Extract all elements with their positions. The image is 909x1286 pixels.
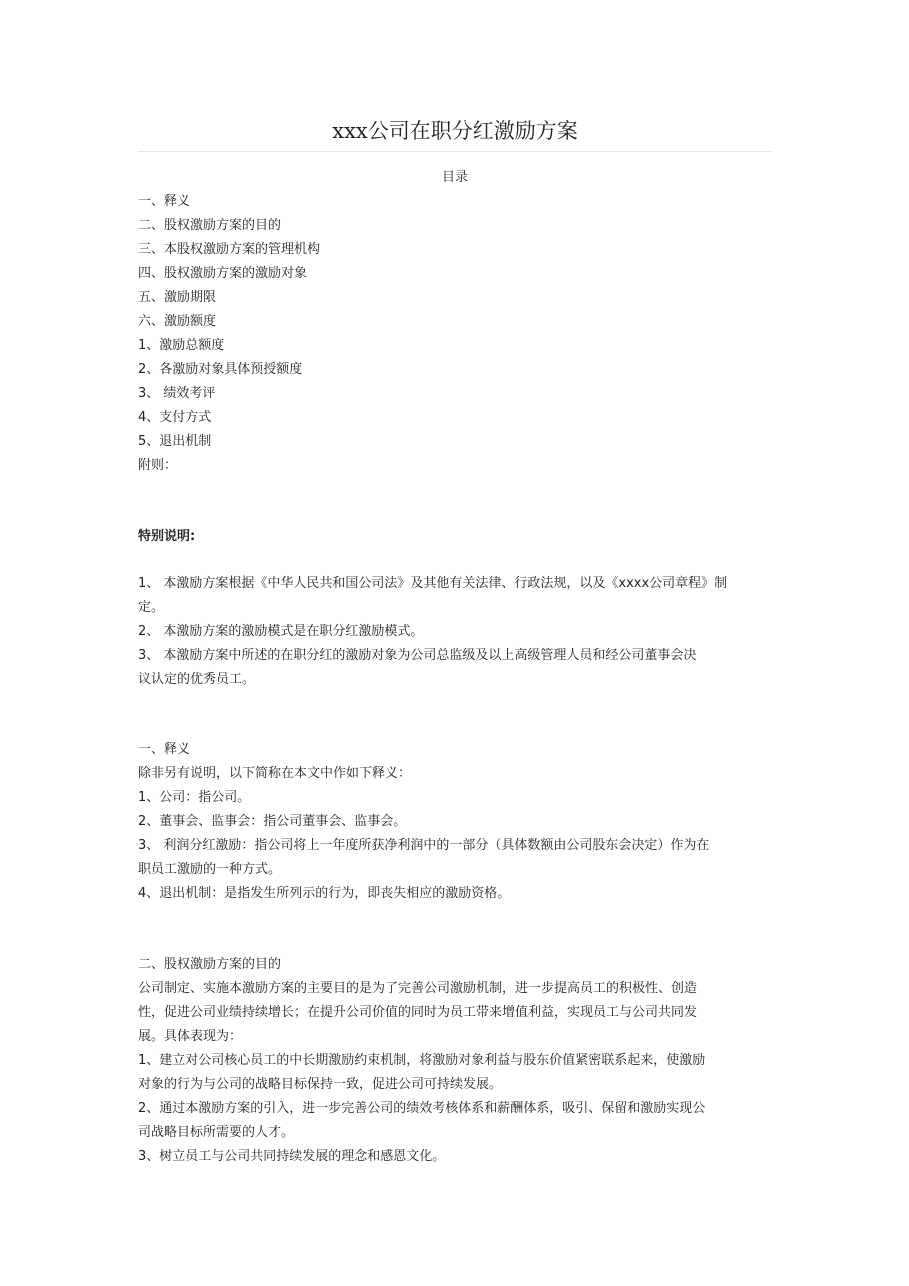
section-definitions [138, 738, 772, 906]
section-intro-line: 公司制定、实施本激励方案的主要目的是为了完善公司激励机制，进一步提高员工的积极性、创造 [138, 981, 698, 996]
toc-item: 二、股权激励方案的目的 [138, 218, 282, 233]
section-heading: 一、释义 [138, 742, 191, 757]
toc-item: 5、退出机制 [138, 434, 212, 449]
toc-item: 4、支付方式 [138, 410, 212, 425]
toc-item: 3、 绩效考评 [138, 386, 216, 401]
definition-line: 2、董事会、监事会：指公司董事会、监事会。 [138, 814, 407, 829]
toc-heading: 目录 [441, 170, 468, 185]
special-notes-heading: 特别说明: [138, 529, 196, 544]
special-note-line: 1、 本激励方案根据《中华人民共和国公司法》及其他有关法律、行政法规，以及《xxxx公司章程》制 [138, 576, 728, 591]
toc-item: 三、本股权激励方案的管理机构 [138, 242, 321, 257]
document-title: xxx公司在职分红激励方案 [332, 119, 578, 143]
definition-line: 3、 利润分红激励：指公司将上一年度所获净利润中的一部分（具体数额由公司股东会决定）作为在 [138, 838, 710, 853]
toc-item: 四、股权激励方案的激励对象 [138, 266, 308, 281]
section-heading: 二、股权激励方案的目的 [138, 957, 282, 972]
section-intro-line: 展。具体表现为： [138, 1029, 243, 1044]
special-notes [138, 572, 772, 692]
title-divider [138, 151, 772, 152]
section-intro: 除非另有说明，以下简称在本文中作如下释义： [138, 766, 412, 781]
purpose-line: 1、建立对公司核心员工的中长期激励约束机制，将激励对象利益与股东价值紧密联系起来，使激励 [138, 1053, 706, 1068]
special-notes-heading-block [138, 525, 772, 549]
purpose-line: 2、通过本激励方案的引入，进一步完善公司的绩效考核体系和薪酬体系，吸引、保留和激励实现公 [138, 1101, 706, 1116]
special-note-line: 议认定的优秀员工。 [138, 672, 256, 687]
toc-item: 2、各激励对象具体预授额度 [138, 362, 303, 377]
purpose-line: 司战略目标所需要的人才。 [138, 1125, 295, 1140]
definition-line: 1、公司：指公司。 [138, 790, 251, 805]
section-intro-line: 性，促进公司业绩持续增长；在提升公司价值的同时为员工带来增值利益，实现员工与公司共同发 [138, 1005, 698, 1020]
definition-line: 职员工激励的一种方式。 [138, 862, 282, 877]
toc-item: 附则： [138, 458, 178, 473]
table-of-contents [138, 190, 772, 478]
special-note-line: 3、 本激励方案中所述的在职分红的激励对象为公司总监级及以上高级管理人员和经公司董事会决 [138, 648, 697, 663]
toc-item: 一、释义 [138, 194, 191, 209]
purpose-line: 对象的行为与公司的战略目标保持一致，促进公司可持续发展。 [138, 1077, 503, 1092]
special-note-line: 2、 本激励方案的激励模式是在职分红激励模式。 [138, 624, 424, 639]
section-purpose [138, 953, 772, 1169]
definition-line: 4、退出机制：是指发生所列示的行为，即丧失相应的激励资格。 [138, 886, 511, 901]
purpose-line: 3、树立员工与公司共同持续发展的理念和感恩文化。 [138, 1149, 446, 1164]
toc-item: 五、激励期限 [138, 290, 217, 305]
toc-item: 六、激励额度 [138, 314, 217, 329]
special-note-line: 定。 [138, 600, 165, 615]
toc-item: 1、激励总额度 [138, 338, 225, 353]
